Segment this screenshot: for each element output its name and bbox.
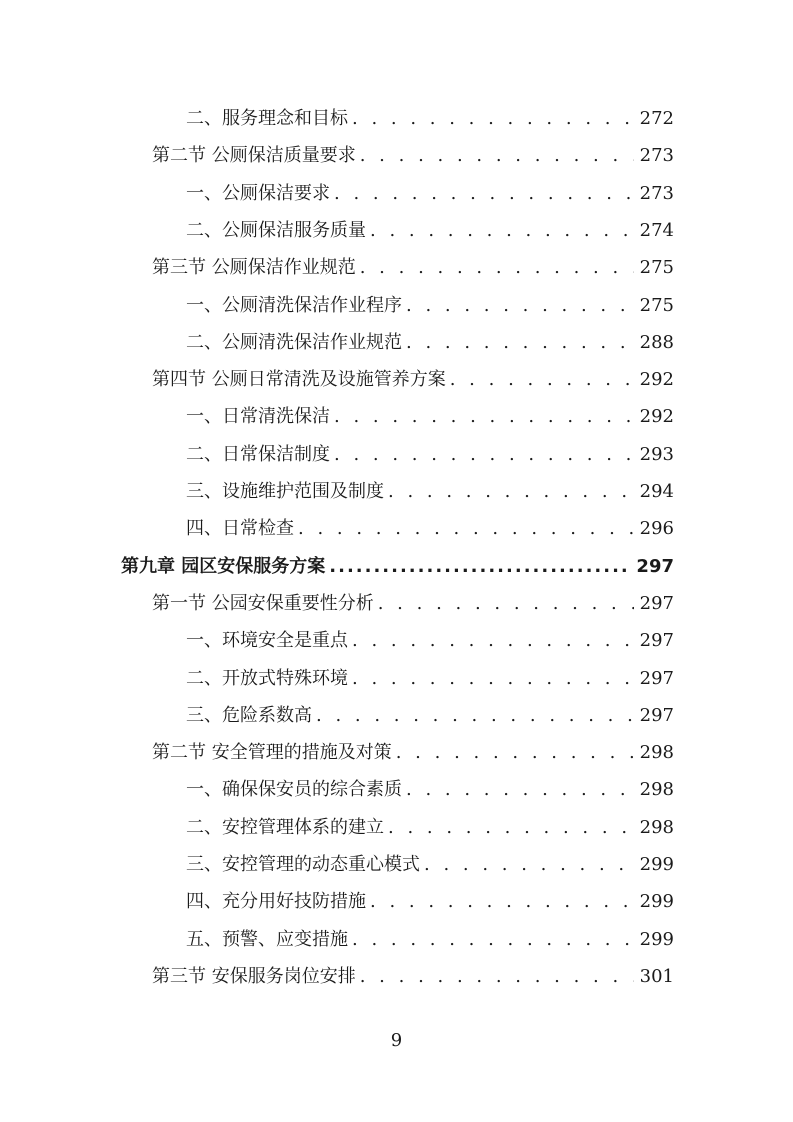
toc-entry-label: 三、安控管理的动态重心模式 [186,854,420,875]
toc-entry-label: 一、日常清洗保洁 [186,406,330,428]
toc-entry[interactable] [152,143,674,169]
toc-entry[interactable] [186,852,674,878]
toc-entry[interactable] [186,106,674,132]
dot-leader [370,218,634,244]
dot-leader [360,143,634,169]
toc-entry-page: 297 [639,592,674,614]
dot-leader [360,255,634,281]
toc-entry-page: 292 [639,369,674,391]
toc-entry-page: 298 [639,742,674,764]
page-number: 9 [390,1030,403,1051]
toc-entry-page: 299 [639,891,674,913]
dot-leader [360,964,634,990]
toc-entry-label: 一、环境安全是重点 [186,630,348,652]
toc-entry-page: 272 [639,108,674,129]
toc-entry[interactable] [152,591,674,617]
toc-entry-page: 288 [639,331,674,353]
dot-leader [334,442,634,468]
toc-entry-page: 298 [639,779,674,801]
toc-entry[interactable] [186,927,674,953]
toc-entry[interactable] [186,889,674,915]
toc-entry-label: 第九章 园区安保服务方案 [121,555,326,577]
toc-entry-label: 二、开放式特殊环境 [186,667,348,689]
toc-entry[interactable] [186,666,674,692]
toc-entry-label: 二、服务理念和目标 [186,108,348,129]
toc-entry-page: 301 [639,965,674,987]
toc-entry-label: 四、日常检查 [186,518,294,540]
dot-leader [316,703,634,729]
toc-entry-page: 296 [639,518,674,540]
toc-entry[interactable] [186,628,674,654]
toc-entry[interactable] [186,218,674,244]
toc-entry-label: 第四节 公厕日常清洗及设施管养方案 [152,369,446,391]
toc-entry[interactable] [186,404,674,430]
toc-entry-label: 二、日常保洁制度 [186,443,330,465]
toc-entry-label: 二、公厕保洁服务质量 [186,219,366,241]
toc-entry-label: 第一节 公园安保重要性分析 [152,592,374,614]
dot-leader [334,181,634,207]
toc-entry-label: 一、确保保安员的综合素质 [186,779,402,801]
toc-entry[interactable] [186,293,674,319]
toc-entry-page: 275 [639,294,674,316]
toc-entry[interactable] [186,777,674,803]
toc-entry-label: 三、危险系数高 [186,704,312,726]
toc-entry-page: 297 [636,555,674,577]
toc-entry[interactable] [152,740,674,766]
toc-entry-page: 292 [639,406,674,428]
toc-entry-label: 二、安控管理体系的建立 [186,816,384,838]
toc-entry-label: 一、公厕保洁要求 [186,182,330,204]
dot-leader [352,106,634,132]
toc-entry[interactable] [152,255,674,281]
toc-entry-page: 297 [639,630,674,652]
toc-entry-page: 298 [639,816,674,838]
toc-entry-page: 297 [639,704,674,726]
dot-leader [298,516,634,542]
toc-entry-page: 297 [639,667,674,689]
dot-leader [396,740,634,766]
toc-entry-page: 274 [639,219,674,241]
dot-leader [388,815,634,841]
toc-entry-page: 299 [639,854,674,875]
toc-entry[interactable] [186,479,674,505]
toc-entry-label: 一、公厕清洗保洁作业程序 [186,294,402,316]
toc-entry-label: 第三节 安保服务岗位安排 [152,965,356,987]
toc-entry-page: 273 [639,182,674,204]
toc-entry-label: 四、充分用好技防措施 [186,891,366,913]
dot-leader [352,927,634,953]
toc-entry-label: 第三节 公厕保洁作业规范 [152,257,356,279]
toc-entry[interactable] [186,703,674,729]
dot-leader [406,777,634,803]
dot-leader [424,852,634,878]
toc-entry[interactable] [186,330,674,356]
toc-entry-label: 三、设施维护范围及制度 [186,481,384,502]
toc-entry-label: 二、公厕清洗保洁作业规范 [186,331,402,353]
toc-entry-label: 第二节 公厕保洁质量要求 [152,145,356,167]
dot-leader [450,367,634,393]
dot-leader [352,666,634,692]
toc-entry-page: 273 [639,145,674,167]
toc-entry[interactable] [186,442,674,468]
dot-leader [352,628,634,654]
dot-leader [370,889,634,915]
dot-leader [378,591,634,617]
toc-entry-label: 第二节 安全管理的措施及对策 [152,742,392,764]
dot-leader [334,404,634,430]
toc-entry[interactable] [186,181,674,207]
toc-entry-page: 299 [639,928,674,950]
toc-entry-page: 275 [639,257,674,279]
dot-leader [406,330,634,356]
toc-entry[interactable] [152,964,674,990]
toc-entry-page: 294 [639,481,674,502]
toc-entry[interactable] [152,367,674,393]
toc-entry[interactable] [186,815,674,841]
dot-leader [329,554,630,580]
toc-entry-page: 293 [639,443,674,465]
toc-entry[interactable] [121,554,674,580]
dot-leader [388,479,634,505]
toc-entry[interactable] [186,516,674,542]
toc-entry-label: 五、预警、应变措施 [186,928,348,950]
dot-leader [406,293,634,319]
